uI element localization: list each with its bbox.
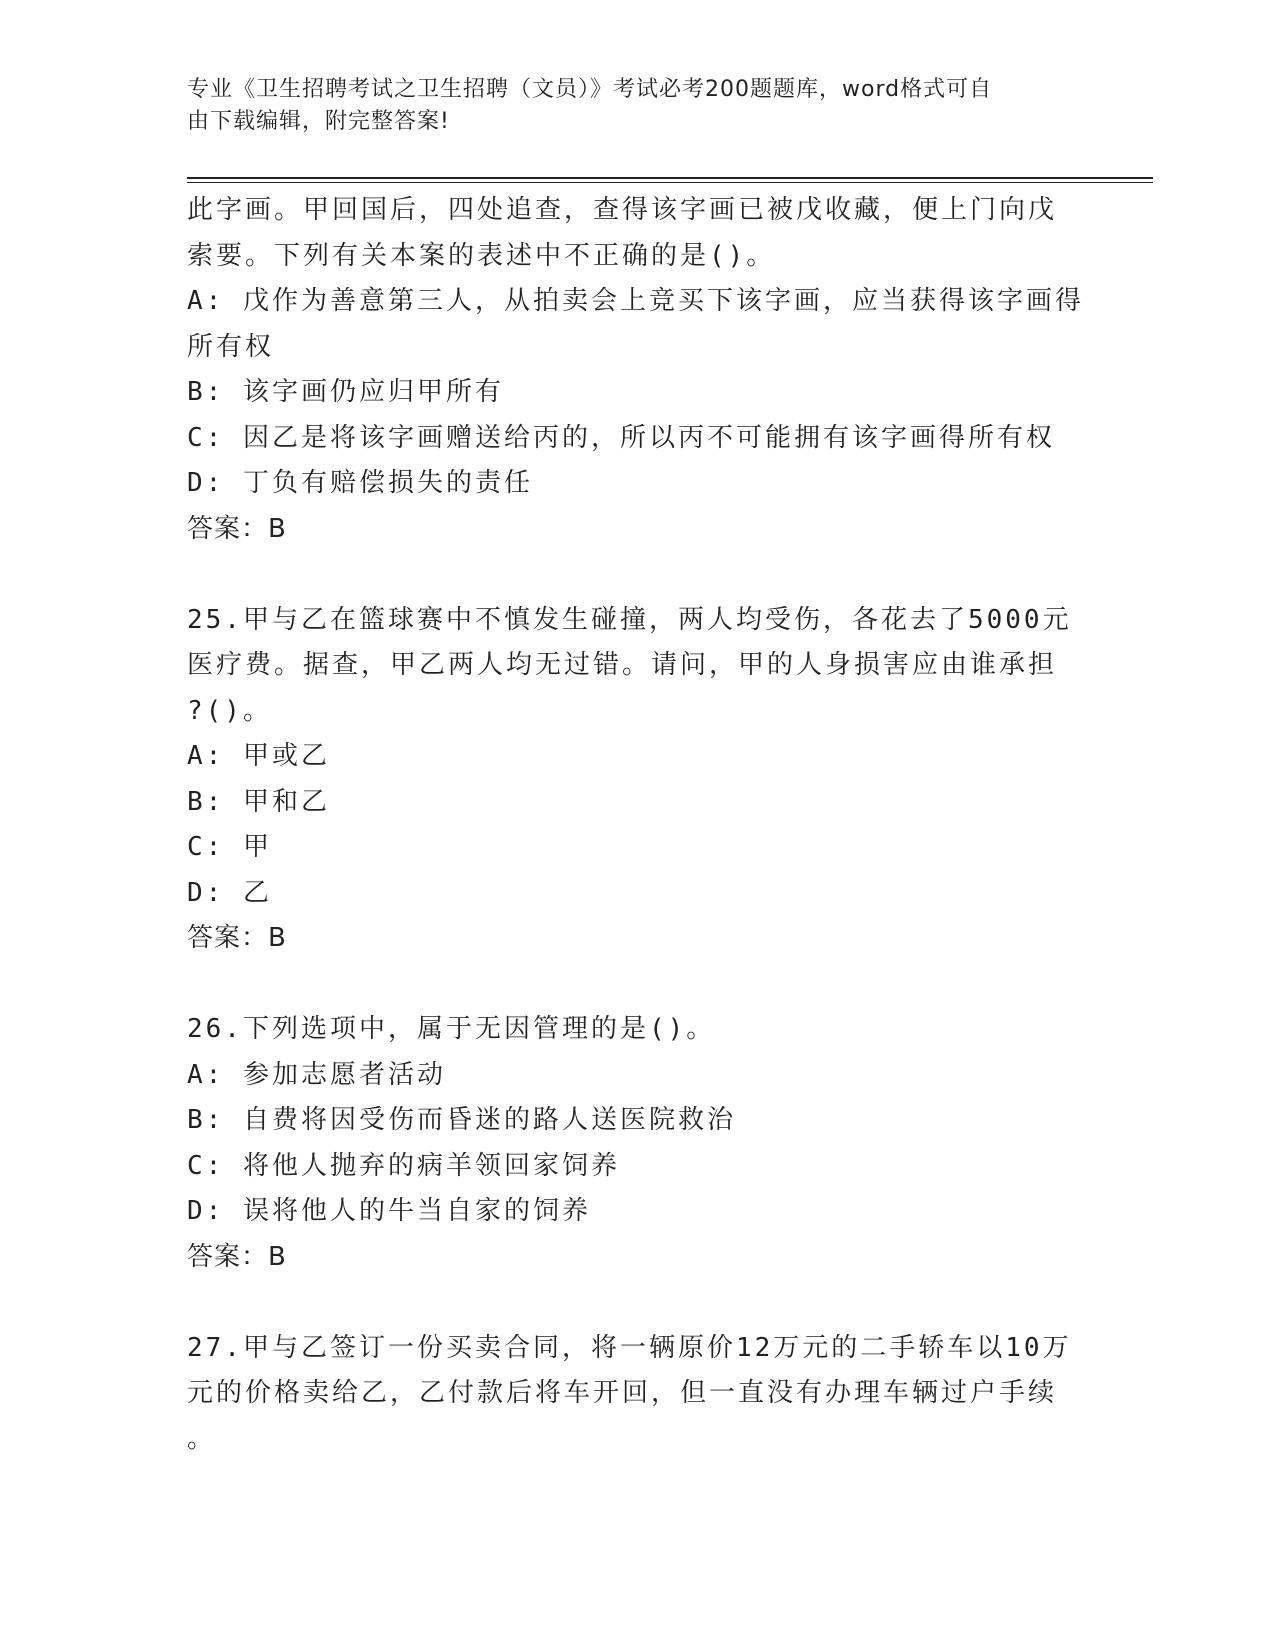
header-divider-thick (187, 177, 1153, 179)
answer: 答案：B (187, 923, 287, 953)
option-a-continued: 所有权 (187, 331, 275, 362)
answer: 答案：B (187, 513, 287, 544)
question-text-line: 元的价格卖给乙，乙付款后将车开回，但一直没有办理车辆过户手续 (187, 1378, 1058, 1408)
question-24 (187, 188, 1157, 552)
header-line-1: 专业《卫生招聘考试之卫生招聘（文员）》考试必考200题题库，word格式可自 (187, 77, 993, 102)
header-line-2: 由下载编辑，附完整答案! (187, 109, 450, 134)
option-c: C: 甲 (187, 832, 272, 862)
question-26 (187, 1007, 1157, 1280)
document-body (187, 188, 1157, 1462)
question-text-line: 医疗费。据查，甲乙两人均无过错。请问，甲的人身损害应由谁承担 (187, 650, 1058, 680)
question-text-line: 26.下列选项中，属于无因管理的是()。 (187, 1014, 716, 1044)
option-a: A: 参加志愿者活动 (187, 1059, 446, 1090)
option-b: B: 该字画仍应归甲所有 (187, 377, 504, 407)
question-text-line: 25.甲与乙在篮球赛中不慎发生碰撞，两人均受伤，各花去了5000元 (187, 604, 1072, 635)
option-d: D: 丁负有赔偿损失的责任 (187, 468, 533, 498)
option-b: B: 自费将因受伤而昏迷的路人送医院救治 (187, 1105, 736, 1135)
header-divider-thin (187, 182, 1153, 183)
option-a: A: 甲或乙 (187, 741, 330, 771)
option-c: C: 将他人抛弃的病羊领回家饲养 (187, 1150, 620, 1181)
option-d: D: 乙 (187, 877, 272, 908)
question-25 (187, 598, 1157, 962)
question-text-line: 此字画。甲回国后，四处追查，查得该字画已被戊收藏，便上门向戊 (187, 195, 1058, 225)
question-text-line: ?()。 (187, 695, 272, 726)
option-a: A: 戊作为善意第三人，从拍卖会上竞买下该字画，应当获得该字画得 (187, 286, 1084, 316)
question-text-line: 索要。下列有关本案的表述中不正确的是()。 (187, 240, 776, 271)
question-text-line: 27.甲与乙签订一份买卖合同，将一辆原价12万元的二手轿车以10万 (187, 1332, 1072, 1363)
question-text-line: 。 (187, 1423, 217, 1454)
answer: 答案：B (187, 1241, 287, 1272)
option-c: C: 因乙是将该字画赠送给丙的，所以丙不可能拥有该字画得所有权 (187, 422, 1055, 453)
option-d: D: 误将他人的牛当自家的饲养 (187, 1196, 591, 1226)
question-27 (187, 1326, 1157, 1463)
option-b: B: 甲和乙 (187, 786, 330, 817)
document-header (187, 74, 1067, 138)
